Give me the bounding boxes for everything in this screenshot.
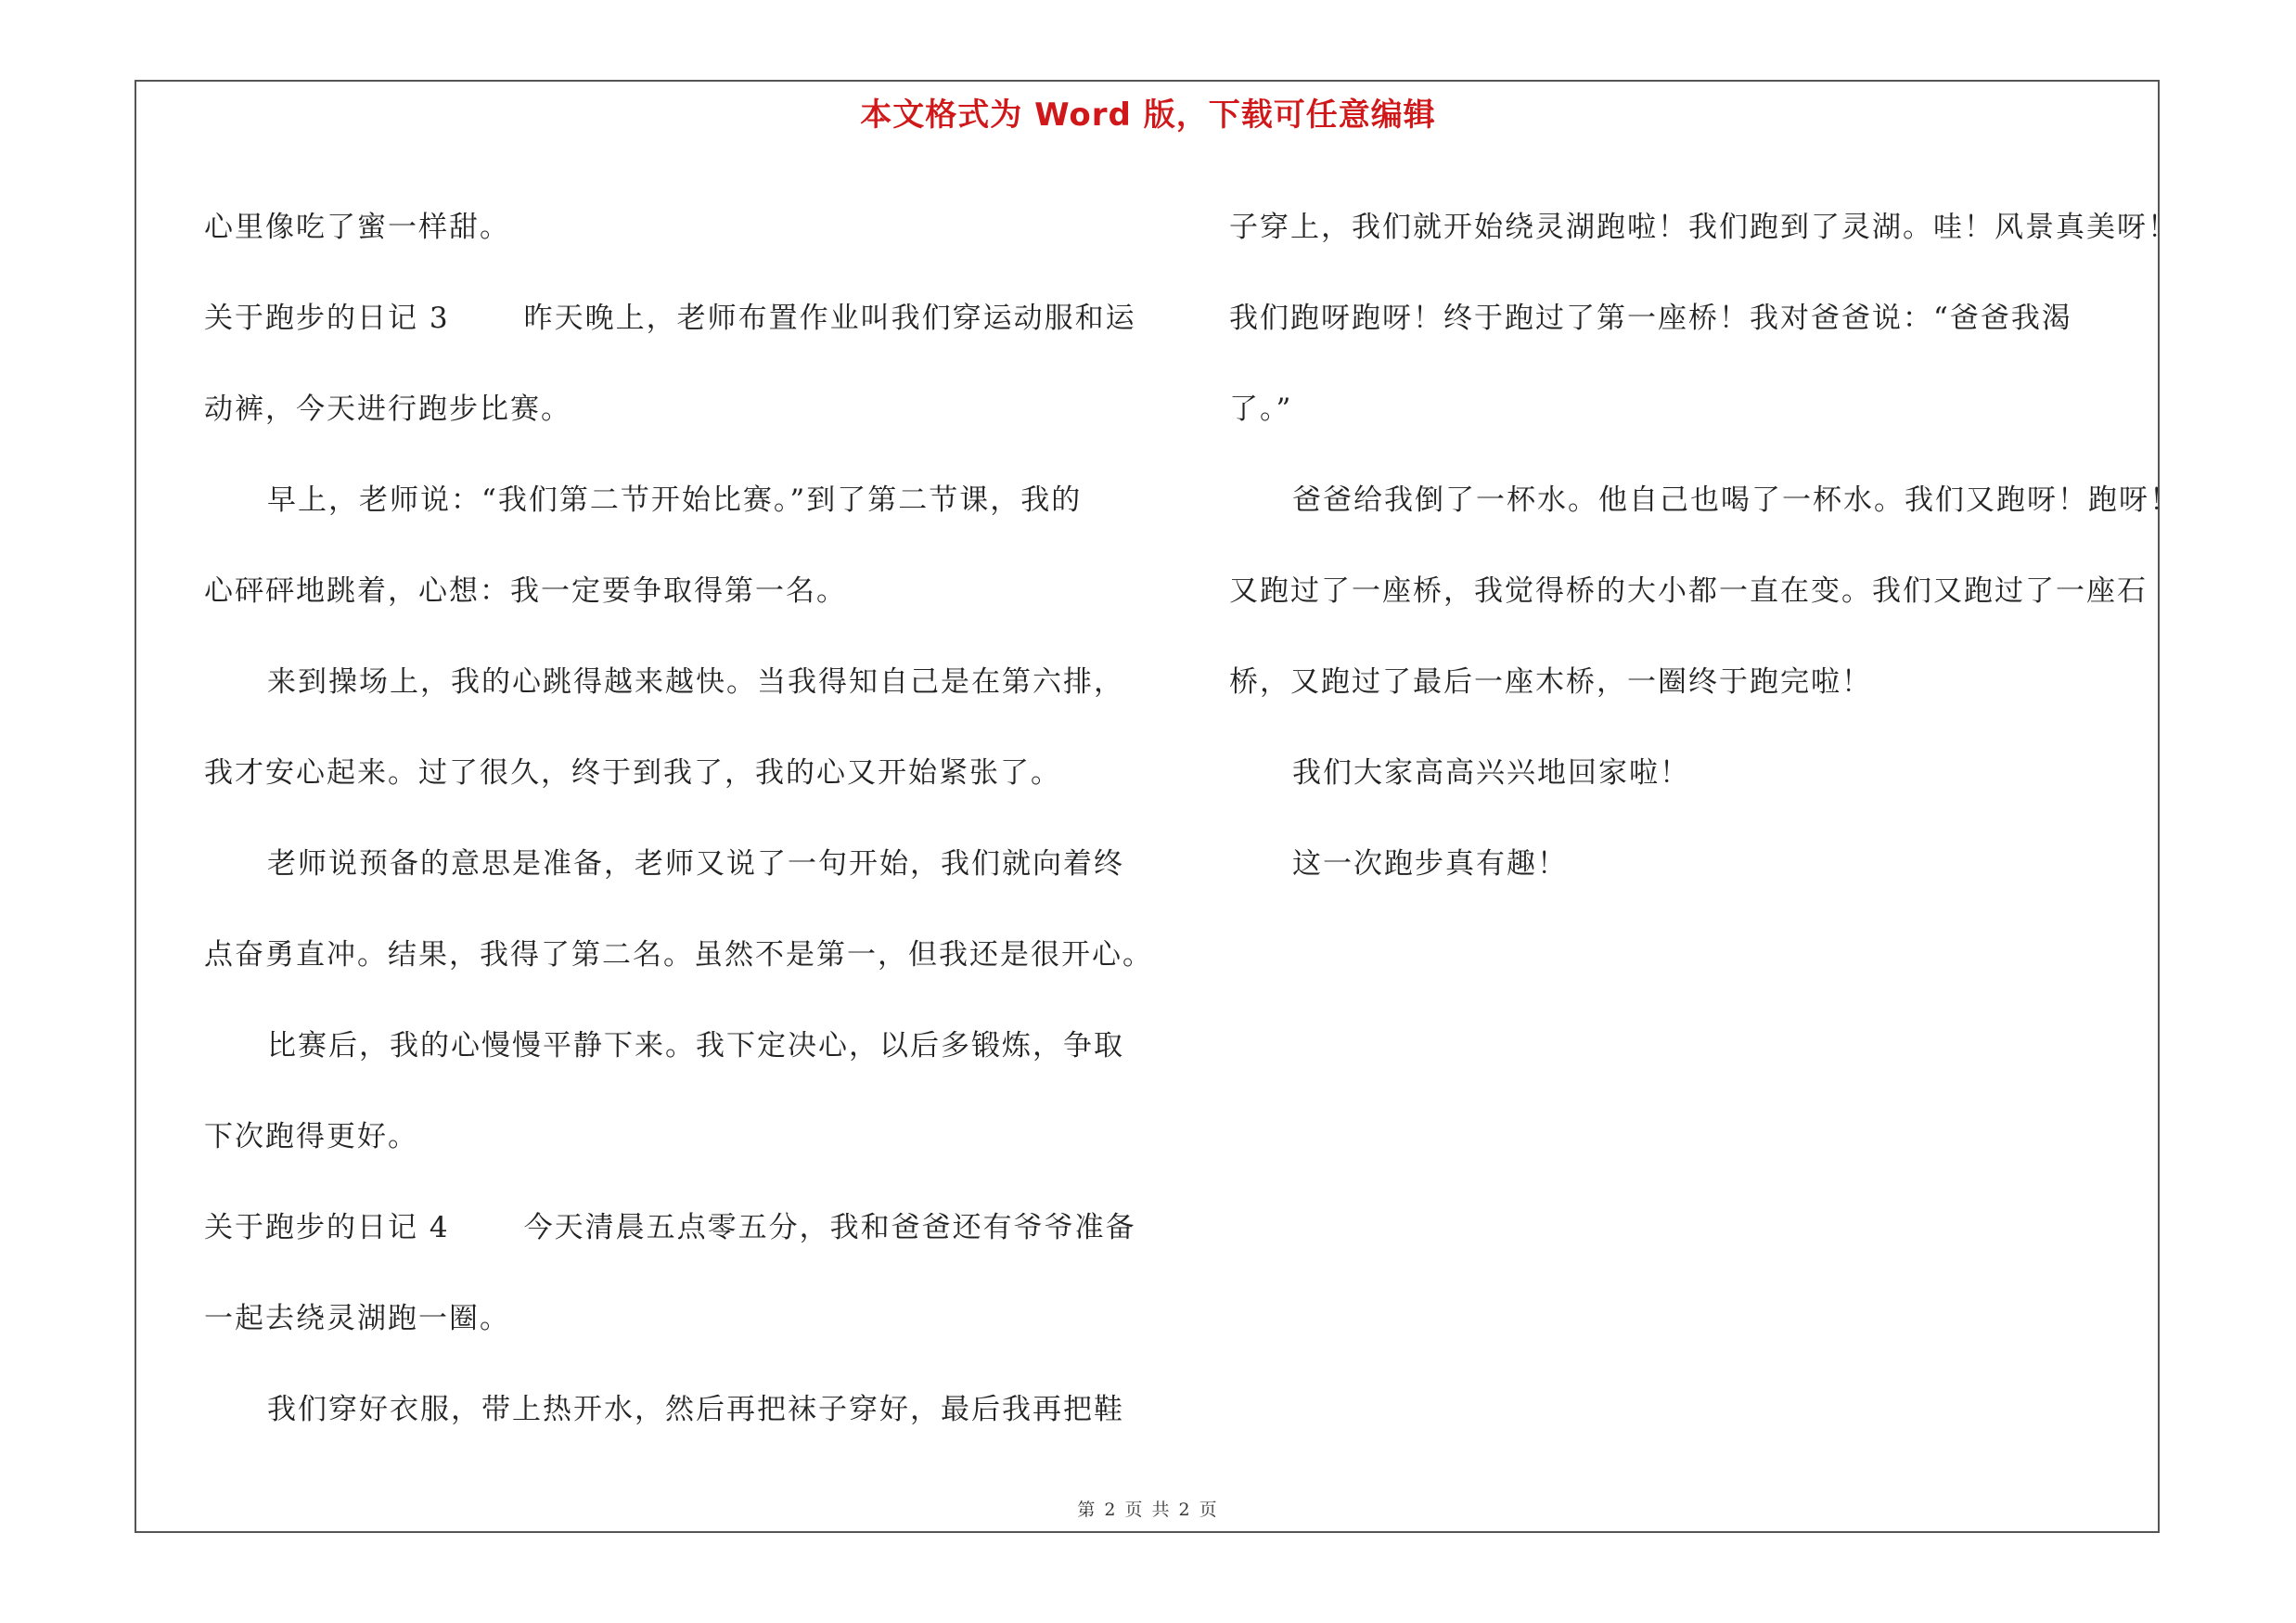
diary-title: 关于跑步的日记 3 <box>204 302 450 335</box>
diary-heading-line <box>204 1182 1150 1273</box>
line-text: 动裤，今天进行跑步比赛。 <box>204 393 571 426</box>
line-text: 点奋勇直冲。结果，我得了第二名。虽然不是第一，但我还是很开心。 <box>204 938 1153 972</box>
left-text-column <box>204 182 1153 1455</box>
text-line <box>204 364 1150 455</box>
line-text: 来到操场上，我的心跳得越来越快。当我得知自己是在第六排， <box>267 665 1124 699</box>
text-line <box>1229 182 2178 273</box>
text-line <box>1229 546 2175 637</box>
paragraph-start-line <box>204 1364 1150 1455</box>
text-line <box>204 728 1150 818</box>
text-line <box>1229 273 2175 364</box>
line-text: 我才安心起来。过了很久，终于到我了，我的心又开始紧张了。 <box>204 756 1061 790</box>
text-line <box>204 546 1150 637</box>
line-text: 今天清晨五点零五分，我和爸爸还有爷爷准备 <box>523 1211 1136 1244</box>
diary-heading-line <box>204 273 1150 364</box>
line-text: 我们跑呀跑呀！终于跑过了第一座桥！我对爸爸说：“爸爸我渴 <box>1229 302 2072 335</box>
line-text: 爸爸给我倒了一杯水。他自己也喝了一杯水。我们又跑呀！跑呀！ <box>1292 483 2180 517</box>
diary-title: 关于跑步的日记 4 <box>204 1211 450 1244</box>
line-text: 桥，又跑过了最后一座木桥，一圈终于跑完啦！ <box>1229 665 1872 699</box>
line-text: 早上，老师说：“我们第二节开始比赛。”到了第二节课，我的 <box>267 483 1083 517</box>
line-text: 了。” <box>1229 393 1293 426</box>
text-line <box>204 909 1153 1000</box>
paragraph-start-line <box>1229 455 2180 546</box>
line-text: 心里像吃了蜜一样甜。 <box>204 211 510 244</box>
paragraph-start-line <box>1229 818 2175 909</box>
paragraph-start-line <box>204 455 1150 546</box>
text-line <box>1229 637 2175 728</box>
text-line <box>204 1091 1150 1182</box>
paragraph-start-line <box>204 1000 1150 1091</box>
line-text: 下次跑得更好。 <box>204 1120 418 1153</box>
text-line <box>1229 364 2175 455</box>
text-line <box>204 182 1150 273</box>
paragraph-start-line <box>204 637 1150 728</box>
right-text-column <box>1229 182 2180 909</box>
line-text: 心砰砰地跳着，心想：我一定要争取得第一名。 <box>204 574 847 608</box>
line-text: 我们大家高高兴兴地回家啦！ <box>1292 756 1690 790</box>
line-text: 又跑过了一座桥，我觉得桥的大小都一直在变。我们又跑过了一座石 <box>1229 574 2148 608</box>
line-text: 一起去绕灵湖跑一圈。 <box>204 1302 510 1335</box>
line-text: 子穿上，我们就开始绕灵湖跑啦！我们跑到了灵湖。哇！风景真美呀！ <box>1229 211 2178 244</box>
text-line <box>204 1273 1150 1364</box>
line-text: 昨天晚上，老师布置作业叫我们穿运动服和运 <box>523 302 1136 335</box>
line-text: 这一次跑步真有趣！ <box>1292 847 1568 881</box>
word-format-banner: 本文格式为 Word 版，下载可任意编辑 <box>860 97 1436 134</box>
line-text: 我们穿好衣服，带上热开水，然后再把袜子穿好，最后我再把鞋 <box>267 1393 1124 1426</box>
paragraph-start-line <box>1229 728 2175 818</box>
paragraph-start-line <box>204 818 1150 909</box>
line-text: 老师说预备的意思是准备，老师又说了一句开始，我们就向着终 <box>267 847 1124 881</box>
page-number-footer: 第 2 页 共 2 页 <box>1077 1500 1219 1520</box>
line-text: 比赛后，我的心慢慢平静下来。我下定决心，以后多锻炼，争取 <box>267 1029 1124 1063</box>
